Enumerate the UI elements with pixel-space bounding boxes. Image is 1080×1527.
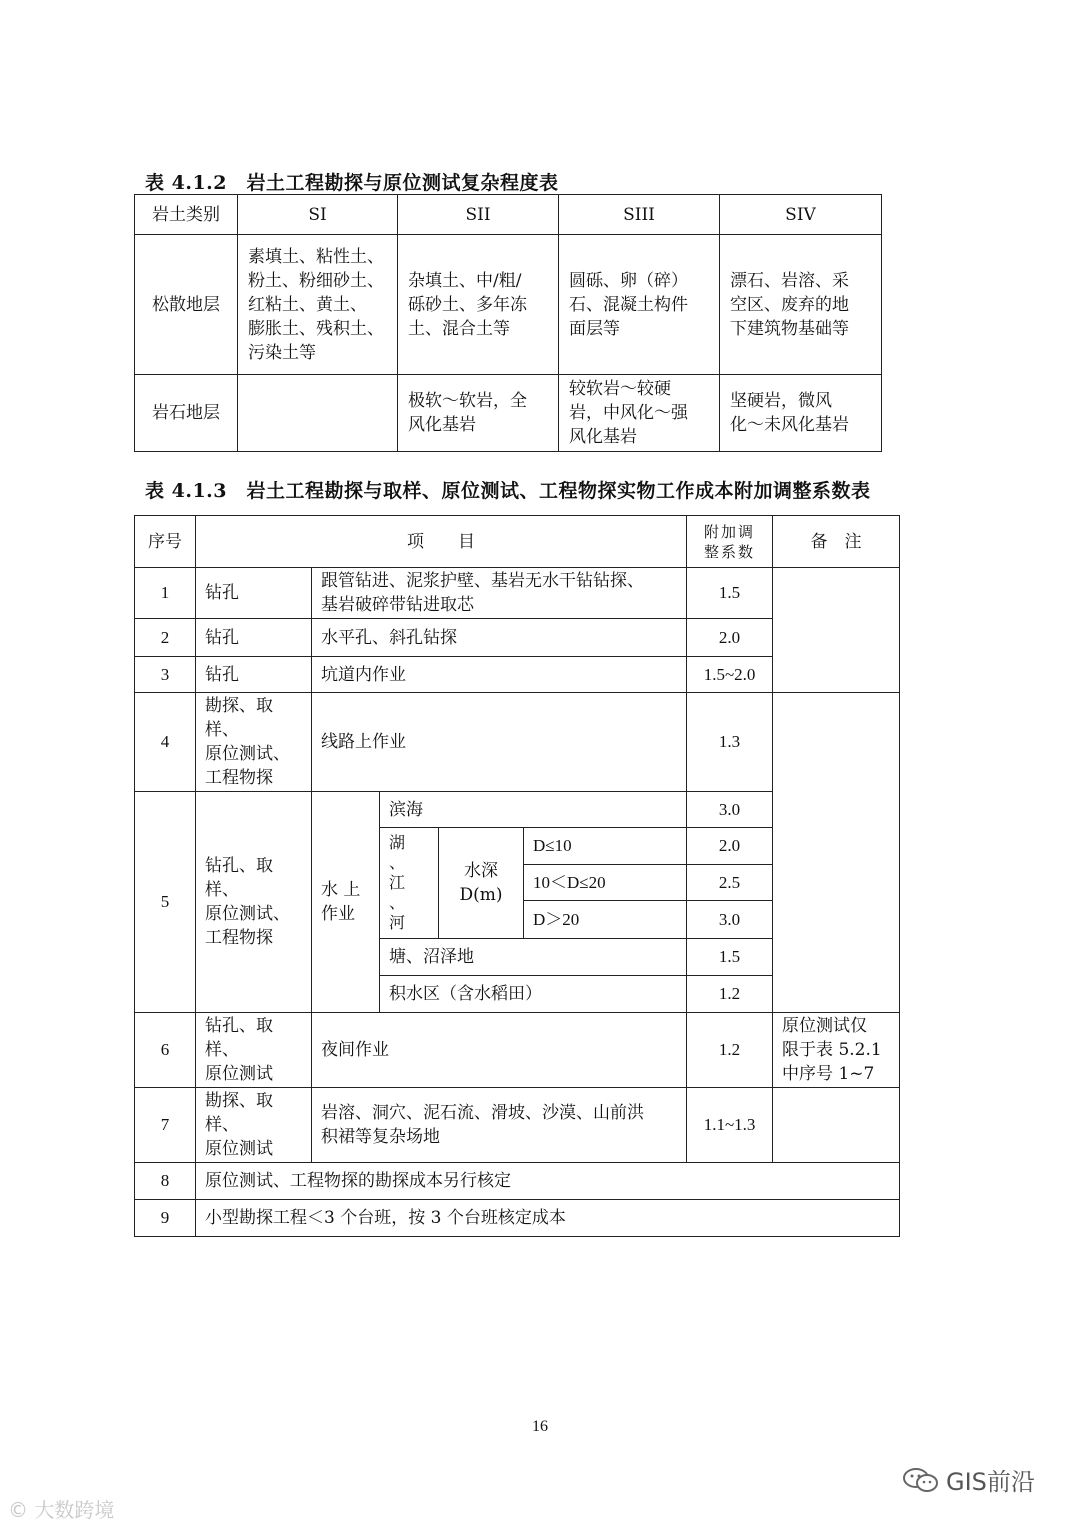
table-4-1-2 xyxy=(134,194,882,452)
table-cell: 漂石、岩溶、采 空区、废弃的地 下建筑物基础等 xyxy=(720,235,882,375)
item-category: 钻孔 xyxy=(196,657,312,693)
watermark-left-text: 大数跨境 xyxy=(34,1498,115,1522)
coefficient: 2.0 xyxy=(687,828,773,865)
item-description: 线路上作业 xyxy=(312,693,687,792)
coefficient: 1.3 xyxy=(687,693,773,792)
table-cell xyxy=(238,375,398,452)
header-siii: SIII xyxy=(559,195,720,235)
table-4-1-3 xyxy=(134,515,900,1237)
row-number: 8 xyxy=(135,1163,196,1200)
item-category: 勘探、取样、 原位测试 xyxy=(196,1088,312,1163)
coefficient: 3.0 xyxy=(687,901,773,939)
table-row xyxy=(135,375,882,452)
item-description: 滨海 xyxy=(380,792,687,828)
row-number: 4 xyxy=(135,693,196,792)
merged-row-text: 原位测试、工程物探的勘探成本另行核定 xyxy=(196,1163,900,1200)
header-item: 项 目 xyxy=(196,516,687,568)
header-si: SI xyxy=(238,195,398,235)
table-row xyxy=(135,1200,900,1237)
item-category: 勘探、取样、 原位测试、 工程物探 xyxy=(196,693,312,792)
item-description: 跟管钻进、泥浆护壁、基岩无水干钻钻探、 基岩破碎带钻进取芯 xyxy=(312,568,687,619)
table-row xyxy=(135,693,900,792)
row-number: 9 xyxy=(135,1200,196,1237)
header-sii: SII xyxy=(398,195,559,235)
row-label: 岩石地层 xyxy=(135,375,238,452)
header-siv: SIV xyxy=(720,195,882,235)
coefficient: 1.5~2.0 xyxy=(687,657,773,693)
table-cell: 坚硬岩，微风 化～未风化基岩 xyxy=(720,375,882,452)
item-description: 水平孔、斜孔钻探 xyxy=(312,619,687,657)
table-row xyxy=(135,1163,900,1200)
wechat-icon xyxy=(902,1467,940,1493)
table-4-1-3-caption: 表 4.1.3 岩土工程勘探与取样、原位测试、工程物探实物工作成本附加调整系数表 xyxy=(145,480,871,502)
coefficient: 2.0 xyxy=(687,619,773,657)
table-row xyxy=(135,235,882,375)
item-category: 钻孔 xyxy=(196,568,312,619)
coefficient: 2.5 xyxy=(687,865,773,901)
header-category: 岩土类别 xyxy=(135,195,238,235)
table-4-1-2-caption: 表 4.1.2 岩土工程勘探与原位测试复杂程度表 xyxy=(145,172,559,194)
row-number: 1 xyxy=(135,568,196,619)
depth-range: 10＜D≤20 xyxy=(524,865,687,901)
row-number: 6 xyxy=(135,1013,196,1088)
coefficient: 1.1~1.3 xyxy=(687,1088,773,1163)
coefficient: 3.0 xyxy=(687,792,773,828)
coefficient: 1.2 xyxy=(687,976,773,1013)
item-category: 钻孔、取样、 原位测试、 工程物探 xyxy=(196,792,312,1013)
table-cell: 杂填土、中/粗/ 砾砂土、多年冻 土、混合土等 xyxy=(398,235,559,375)
row-number: 7 xyxy=(135,1088,196,1163)
watermark-right xyxy=(902,1462,1035,1497)
watermark-left xyxy=(8,1494,114,1523)
watermark-right-text: GIS前沿 xyxy=(946,1468,1035,1496)
item-description: 积水区（含水稻田） xyxy=(380,976,687,1013)
row-number: 3 xyxy=(135,657,196,693)
header-coefficient: 附加调 整系数 xyxy=(687,516,773,568)
table-row xyxy=(135,1088,900,1163)
item-description: 夜间作业 xyxy=(312,1013,687,1088)
coefficient: 1.5 xyxy=(687,939,773,976)
item-category: 钻孔、取样、 原位测试 xyxy=(196,1013,312,1088)
header-note: 备 注 xyxy=(773,516,900,568)
table-cell: 极软～软岩，全 风化基岩 xyxy=(398,375,559,452)
page-number: 16 xyxy=(532,1418,548,1435)
table-header-row xyxy=(135,516,900,568)
item-category: 钻孔 xyxy=(196,619,312,657)
water-work-label: 水 上 作业 xyxy=(312,792,380,1013)
row-number: 2 xyxy=(135,619,196,657)
note-cell xyxy=(773,568,900,693)
note-cell: 原位测试仅 限于表 5.2.1 中序号 1~7 xyxy=(773,1013,900,1088)
table-header-row xyxy=(135,195,882,235)
coefficient: 1.2 xyxy=(687,1013,773,1088)
header-no: 序号 xyxy=(135,516,196,568)
table-cell: 圆砾、卵（碎） 石、混凝土构件 面层等 xyxy=(559,235,720,375)
item-description: 塘、沼泽地 xyxy=(380,939,687,976)
item-description: 坑道内作业 xyxy=(312,657,687,693)
coefficient: 1.5 xyxy=(687,568,773,619)
table-row xyxy=(135,568,900,619)
row-number: 5 xyxy=(135,792,196,1013)
depth-range: D＞20 xyxy=(524,901,687,939)
lake-river-label: 湖 、 江 、 河 xyxy=(380,828,439,939)
row-label: 松散地层 xyxy=(135,235,238,375)
merged-row-text: 小型勘探工程＜3 个台班，按 3 个台班核定成本 xyxy=(196,1200,900,1237)
depth-range: D≤10 xyxy=(524,828,687,865)
note-cell xyxy=(773,693,900,1013)
item-description: 岩溶、洞穴、泥石流、滑坡、沙漠、山前洪 积裙等复杂场地 xyxy=(312,1088,687,1163)
watermark-logo-icon: © xyxy=(8,1498,28,1522)
table-row xyxy=(135,1013,900,1088)
table-cell: 较软岩～较硬 岩，中风化～强 风化基岩 xyxy=(559,375,720,452)
note-cell xyxy=(773,1088,900,1163)
water-depth-label: 水深 D(m) xyxy=(439,828,524,939)
table-cell: 素填土、粘性土、 粉土、粉细砂土、 红粘土、黄土、 膨胀土、残积土、 污染土等 xyxy=(238,235,398,375)
